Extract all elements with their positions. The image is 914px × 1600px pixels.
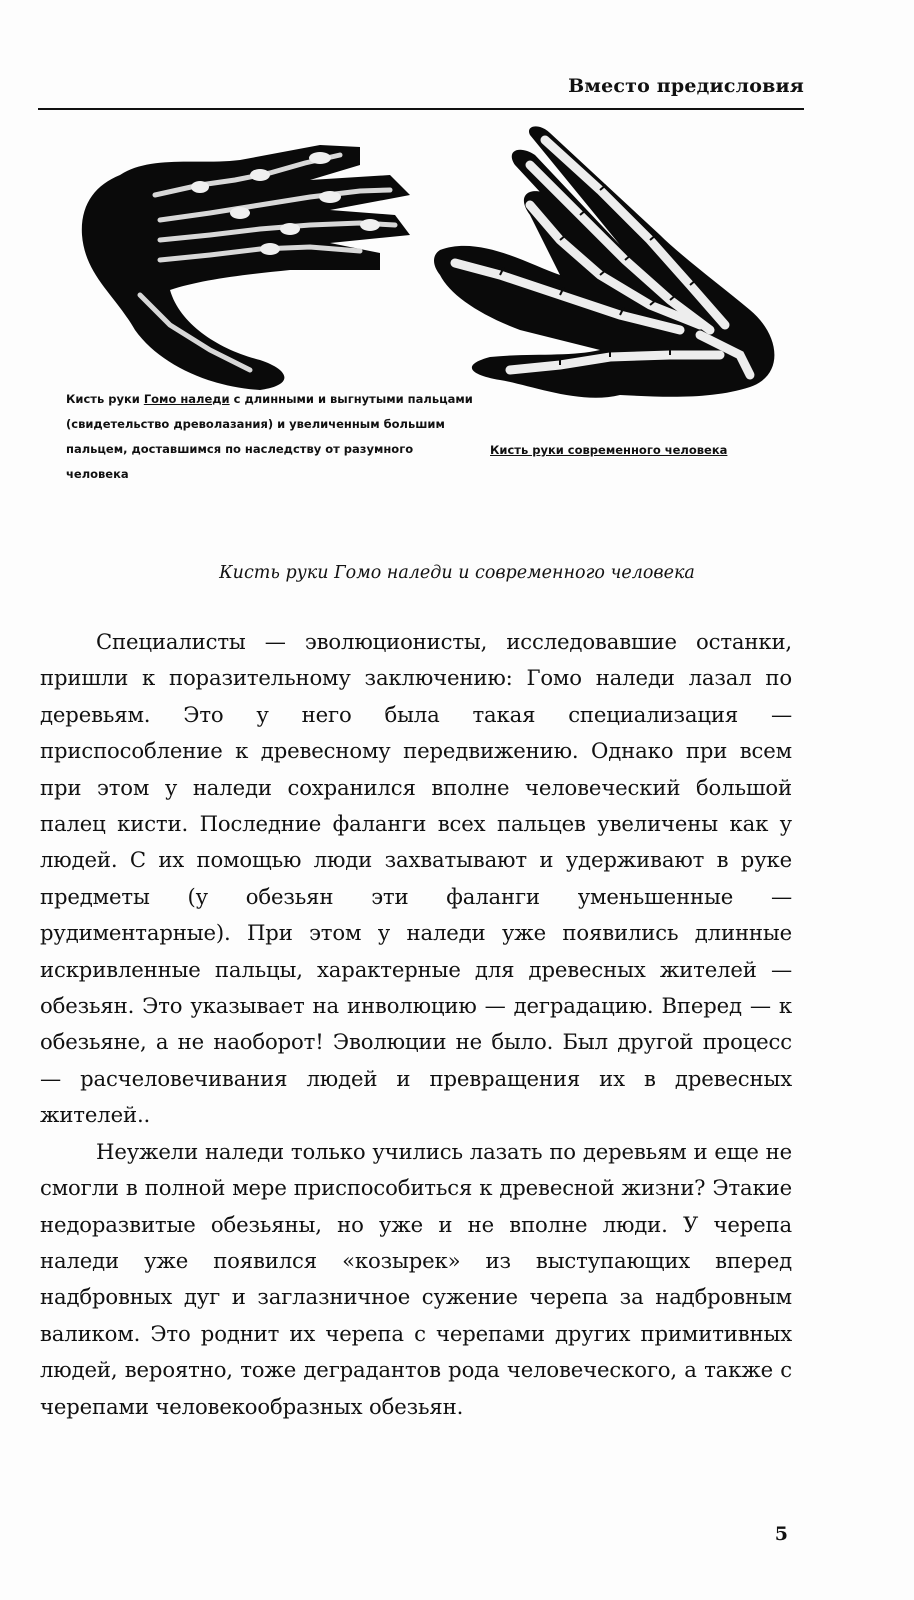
modern-hand-label: Кисть руки современного человека bbox=[490, 443, 728, 457]
hands-figure bbox=[60, 125, 800, 495]
naledi-hand-drawing bbox=[82, 145, 410, 390]
label-left-prefix: Кисть руки bbox=[66, 392, 144, 406]
label-left-suffix: с длинными и выгнутыми пальцами (свидетельство древолазания) и увеличенным большим пальцем, доставшимся по наследству от разумного человека bbox=[66, 392, 473, 481]
paragraph: Специалисты — эволюционисты, исследовавшие останки, пришли к поразительному заключению: Гомо наледи лазал по деревьям. Это у него была такая специализация — приспособление к древесному передвижению. Однако при всем при этом у наледи сохранился вполне человеческий большой палец кисти. Последние фаланги всех пальцев увеличены как у людей. С их помощью люди захватывают и удерживают в руке предметы (у обезьян эти фаланги уменьшенные — рудиментарные). При этом у наледи уже появились длинные искривленные пальцы, характерные для древесных жителей — обезьян. Это указывает на инволюцию — деградацию. Вперед — к обезьяне, а не наоборот! Эволюции не было. Был другой процесс — расчеловечивания людей и превращения их в древесных жителей.. bbox=[40, 629, 792, 1128]
naledi-hand-label bbox=[66, 387, 476, 487]
label-left-species: Гомо наледи bbox=[143, 392, 230, 406]
figure-caption: Кисть руки Гомо наледи и современного человека bbox=[219, 563, 695, 583]
running-header: Вместо предисловия bbox=[568, 75, 804, 97]
modern-hand-drawing bbox=[434, 126, 774, 397]
paragraph: Неужели наледи только учились лазать по деревьям и еще не смогли в полной мере приспособиться к древесной жизни? Этакие недоразвитые обезьяны, но уже и не вполне люди. У черепа наледи уже появился «козырек» из выступающих вперед надбровных дуг и заглазничное сужение черепа за надбровным валиком. Это роднит их черепа с черепами других примитивных людей, вероятно, тоже деградантов рода человеческого, а также с черепами человекообразных обезьян. bbox=[40, 1138, 792, 1419]
header-rule bbox=[38, 108, 804, 110]
page-number: 5 bbox=[774, 1523, 788, 1545]
hands-illustration bbox=[60, 125, 800, 425]
body-text bbox=[40, 624, 792, 1425]
